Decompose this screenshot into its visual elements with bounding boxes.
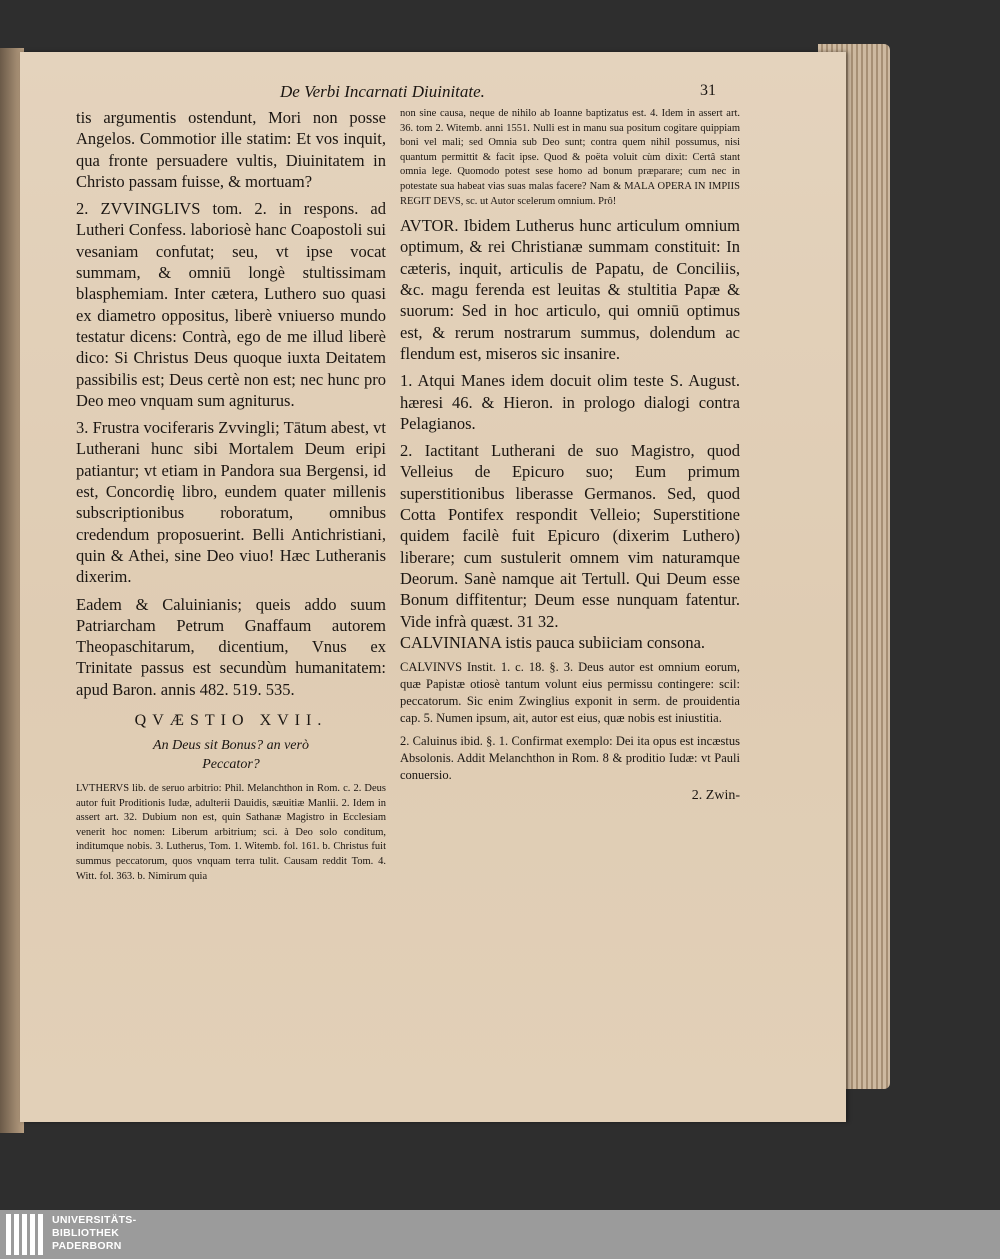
right-paragraph-1: AVTOR. Ibidem Lutherus hunc articulum omnium optimum, & rei Christianæ summam constituit: In cæteris, inquit, articulis de Papatu, de Conciliis, &c. magu ferenda est leuitas & stultitia Papæ & suorum: Sed in hoc articulo, qui omniū optimus est, & rerum nostrarum summus, dolendum ac flendum est, miseros sic insanire. (400, 216, 740, 363)
left-small-paragraph: LVTHERVS lib. de seruo arbitrio: Phil. Melanchthon in Rom. c. 2. Deus autor fuit Proditionis Iudæ, adulterii Dauidis, sæuitiæ Manlii. 2. Idem in assert art. 32. Dubium non est, quin Sathanæ Magistro in Ecclesiam venerit hoc nomen: Liberum arbitrium; sci. à Deo solo conditum, inditumque nobis. 3. Lutherus, Tom. 1. Witemb. fol. 161. b. Christus fuit summus peccatorum, quos vnquam terra tulit. Causam reddit Tom. 4. Witt. fol. 363. b. Nimirum quia (76, 783, 386, 882)
right-column (400, 107, 740, 804)
logo-line-2: BIBLIOTHEK (52, 1227, 120, 1239)
left-paragraph-2: 2. ZVVINGLIVS tom. 2. in respons. ad Lutheri Confess. laboriosè hanc Coapostoli sui vesaniam confutat; seu, vt ipse vocat summam, & omniū longè stultissimam blasphemiam. Inter cætera, Luthero suo quasi ex diametro oppositus, liberè vniuerso mundo testatur dicens: Contrà, ego de me illud liberè dico: Si Christus Deus quoque iuxta Deitatem passibilis est; Deus certè non est; nec hunc pro Deo meo vnquam sum agniturus. (76, 199, 386, 410)
book-page (20, 52, 846, 1122)
left-paragraph-1: tis argumentis ostendunt, Mori non posse Angelos. Commotior ille statim: Et vos inquit, qua fronte persuadere vultis, Diuinitatem in Christo passam fuisse, & mortuam? (76, 108, 386, 191)
left-paragraph-4: Eadem & Caluinianis; queis addo suum Patriarcham Petrum Gnaffaum autorem Theopaschitarum, dicentium, Vnus ex Trinitate passus est secundùm humanitatem: apud Baron. annis 482. 519. 535. (76, 594, 386, 699)
question-subtitle (76, 736, 386, 774)
question-subtitle-line-2: Peccator? (202, 757, 260, 773)
library-logo-text (52, 1214, 136, 1253)
catchword: 2. Zwin- (691, 788, 740, 804)
right-paragraph-3: 2. Iactitant Lutherani de suo Magistro, quod Velleius de Epicuro suo; Eum primum superstitionibus liberasse Germanos. Sed, quod Cotta Pontifex respondit Velleio; Superstitione quidem facilè fuit Epicuro (dixerim Luthero) liberare; cum sustulerit omnem vim naturamque Deorum. Sanè namque ait Tertull. Qui Deum esse Bonum diffitentur; Deum esse nunquam fatentur. Vide infrà quæst. 31 32. (400, 441, 740, 631)
library-footer (0, 1210, 1000, 1259)
right-paragraph-4: CALVINIANA istis pauca subiiciam consona. (400, 632, 706, 652)
right-paragraph-6: 2. Caluinus ibid. §. 1. Confirmat exemplo: Dei ita opus est incæstus Absolonis. Addit Melanchthon in Rom. 8 & proditio Iudæ: vt Pauli conuersio. (400, 734, 740, 783)
question-title: QVÆSTIO XVII. (134, 712, 328, 730)
logo-line-3: PADERBORN (52, 1240, 122, 1252)
logo-line-1: UNIVERSITÄTS- (52, 1214, 137, 1226)
left-paragraph-3: 3. Frustra vociferaris Zvvingli; Tātum abest, vt Lutherani hunc sibi Mortalem Deum eripi patiantur; vt etiam in Pandora sua Bergensi, id est, Concordię libro, eundem quater millenis subscriptionibus roboratum, omnibus credendum proposuerint. Belli Antichristiani, quin & Athei, sine Deo viuo! Hæc Lutheranis dixerim. (76, 418, 386, 587)
library-logo-icon (6, 1214, 44, 1255)
right-paragraph-5: CALVINVS Instit. 1. c. 18. §. 3. Deus autor est omnium eorum, quæ Papistæ otiosè tantum volunt eius permissu contingere: scil: peccatorum. Sic enim Zwinglius exponit in serm. de prouidentia cap. 5. Numen ipsum, ait, autor est eius, quæ nobis est iniustitia. (400, 660, 740, 726)
right-small-paragraph: non sine causa, neque de nihilo ab Ioanne baptizatus est. 4. Idem in assert art. 36. tom 2. Witemb. anni 1551. Nulli est in manu sua positum cogitare quippiam boni vel mali; sed Omnia sub Deo sunt; contra quem nihil possumus, nisi quantum permittit & facit ipse. Quod & poëta voluit cùm dixit: Certâ stant omnia lege. Quomodo potest sese homo ad bonum præparare; cum nec in potestate sua habeat vias suas malas facere? Nam & MALA OPERA IN IMPIIS REGIT DEVS, sc. ut Autor scelerum omnium. Prô! (400, 108, 740, 207)
question-subtitle-line-1: An Deus sit Bonus? an verò (153, 738, 309, 754)
running-title: De Verbi Incarnati Diuinitate. (280, 82, 485, 101)
right-paragraph-2: 1. Atqui Manes idem docuit olim teste S. August. hæresi 46. & Hieron. in prologo dialogi contra Pelagianos. (400, 371, 740, 433)
page-number: 31 (700, 82, 716, 99)
left-column (76, 107, 386, 884)
